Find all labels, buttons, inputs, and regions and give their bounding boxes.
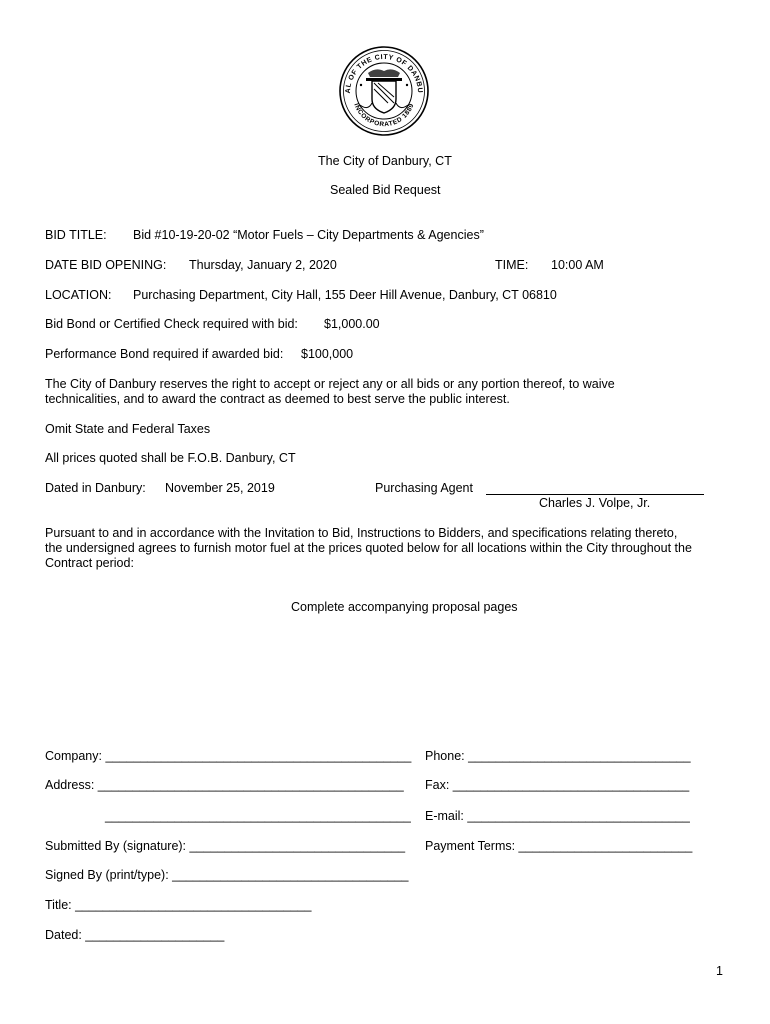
seal-top-text: AL OF THE CITY OF DANBU <box>344 53 424 94</box>
city-heading: The City of Danbury, CT <box>318 154 452 168</box>
submitted-by-field[interactable]: Submitted By (signature): _______________________________ <box>45 839 406 853</box>
purchasing-agent-label: Purchasing Agent <box>375 481 473 495</box>
bid-bond-label: Bid Bond or Certified Check required with bid: <box>45 317 298 331</box>
document-title: Sealed Bid Request <box>330 183 441 197</box>
bid-opening-value: Thursday, January 2, 2020 <box>189 258 337 272</box>
agent-signature-line <box>486 494 704 495</box>
performance-bond-label: Performance Bond required if awarded bid: <box>45 347 284 361</box>
title-field[interactable]: Title: __________________________________ <box>45 898 312 912</box>
signed-by-field[interactable]: Signed By (print/type): __________________________________ <box>45 868 409 882</box>
address-field[interactable]: Address: ____________________________________________ <box>45 778 404 792</box>
taxes-note: Omit State and Federal Taxes <box>45 422 211 436</box>
email-field[interactable]: E-mail: ________________________________ <box>425 809 690 823</box>
dated-value: November 25, 2019 <box>165 481 275 495</box>
page-number: 1 <box>716 964 723 978</box>
pursuant-line-3: Contract period: <box>45 556 134 570</box>
fax-field[interactable]: Fax: __________________________________ <box>425 778 690 792</box>
location-value: Purchasing Department, City Hall, 155 Deer Hill Avenue, Danbury, CT 06810 <box>133 288 557 302</box>
location-label: LOCATION: <box>45 288 112 302</box>
pursuant-line-1: Pursuant to and in accordance with the Invitation to Bid, Instructions to Bidders, and specifications relating thereto, <box>45 526 678 540</box>
bid-bond-value: $1,000.00 <box>324 317 380 331</box>
bid-opening-label: DATE BID OPENING: <box>45 258 167 272</box>
reserve-text-line-1: The City of Danbury reserves the right to accept or reject any or all bids or any portion thereof, to waive <box>45 377 615 391</box>
dated-label: Dated in Danbury: <box>45 481 146 495</box>
time-value: 10:00 AM <box>551 258 604 272</box>
performance-bond-value: $100,000 <box>301 347 354 361</box>
svg-text:SEAL OF THE CITY OF DANBURY <box>338 45 423 94</box>
payment-terms-field[interactable]: Payment Terms: _________________________ <box>425 839 693 853</box>
dated-field[interactable]: Dated: ____________________ <box>45 928 225 942</box>
city-seal-logo <box>338 45 430 137</box>
phone-field[interactable]: Phone: ________________________________ <box>425 749 691 763</box>
complete-proposal-note: Complete accompanying proposal pages <box>291 600 518 614</box>
purchasing-agent-name: Charles J. Volpe, Jr. <box>539 496 651 510</box>
time-label: TIME: <box>495 258 529 272</box>
company-field[interactable]: Company: ____________________________________________ <box>45 749 412 763</box>
seal-bottom-text: INCORPORATED 1889 <box>352 102 416 129</box>
reserve-text-line-2: technicalities, and to award the contract as deemed to best serve the public interest. <box>45 392 510 406</box>
bid-title-label: BID TITLE: <box>45 228 107 242</box>
bid-title-value: Bid #10-19-20-02 “Motor Fuels – City Departments & Agencies” <box>133 228 484 242</box>
fob-note: All prices quoted shall be F.O.B. Danbury, CT <box>45 451 296 465</box>
address-line-2-field[interactable]: ____________________________________________ <box>105 809 411 823</box>
pursuant-line-2: the undersigned agrees to furnish motor fuel at the prices quoted below for all locations within the City throughout the <box>45 541 692 555</box>
